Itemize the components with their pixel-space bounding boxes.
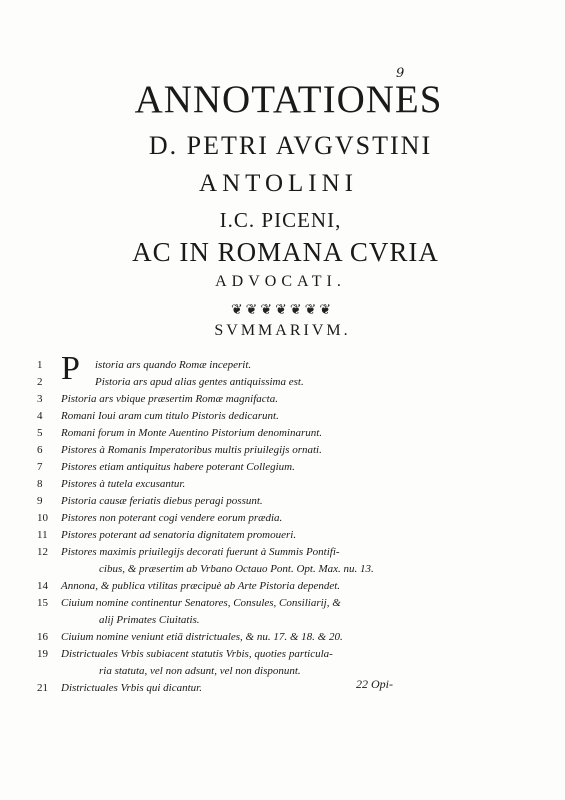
entry-text: Pistores à tutela excusantur.: [61, 478, 186, 490]
summary-entry: [37, 357, 437, 373]
entry-number: 16: [37, 631, 48, 643]
entry-number: 2: [37, 376, 43, 388]
entry-number: 21: [37, 682, 48, 694]
entry-text: istoria ars quando Romæ inceperit.: [95, 359, 252, 371]
entry-text: Pistoria ars apud alias gentes antiquissima est.: [95, 376, 304, 388]
title-author-origin: I.C. PICENI,: [219, 208, 342, 232]
summary-entry: [37, 578, 437, 594]
entry-text: cibus, & præsertim ab Vrbano Octauo Pont. Opt. Max. nu. 13.: [99, 563, 374, 575]
summary-entry: [37, 527, 437, 543]
summary-entry: [37, 425, 437, 441]
summary-entry: [37, 510, 437, 526]
entry-number: 14: [37, 580, 48, 592]
entry-text: Romani Ioui aram cum titulo Pistoris dedicarunt.: [61, 410, 279, 422]
entry-text: Pistores etiam antiquitus habere poterant Collegium.: [61, 461, 295, 473]
entry-text: Pistores à Romanis Imperatoribus multis priuilegijs ornati.: [61, 444, 322, 456]
entry-number: 8: [37, 478, 43, 490]
entry-text: Romani forum in Monte Auentino Pistorium denominarunt.: [61, 427, 323, 439]
entry-text: Pistoria ars vbique præsertim Romæ magnifacta.: [61, 393, 278, 405]
entry-text: Pistoria causæ feriatis diebus peragi possunt.: [61, 495, 263, 507]
entry-text: Districtuales Vrbis subiacent statutis Vrbis, quoties particula-: [61, 648, 333, 660]
summary-entry: [37, 459, 437, 475]
summary-entry: [37, 408, 437, 424]
summary-entry: [37, 646, 437, 662]
entry-text: Pistores poterant ad senatoria dignitatem promoueri.: [61, 529, 297, 541]
entry-number: 11: [37, 529, 48, 541]
entry-text: Pistores non poterant cogi vendere eorum prædia.: [61, 512, 283, 524]
entry-number: 3: [37, 393, 43, 405]
entry-text: Ciuium nomine veniunt etiā districtuales, & nu. 17. & 18. & 20.: [61, 631, 343, 643]
title-annotationes: ANNOTATIONES: [134, 78, 443, 121]
summary-entry: [37, 391, 437, 407]
title-author-name: D. PETRI AVGVSTINI: [148, 131, 433, 160]
entry-number: 1: [37, 359, 43, 371]
catchword: 22 Opi-: [356, 677, 393, 691]
summary-entry: [37, 476, 437, 492]
entry-number: 10: [37, 512, 48, 524]
entry-text: Districtuales Vrbis qui dicantur.: [61, 682, 202, 694]
summary-entry-continuation: [37, 561, 437, 577]
summary-entry: [37, 442, 437, 458]
title-curia: AC IN ROMANA CVRIA: [132, 237, 439, 267]
entry-number: 7: [37, 461, 43, 473]
title-author-surname: ANTOLINI: [199, 170, 358, 197]
entry-number: 19: [37, 648, 48, 660]
entry-text: Pistores maximis priuilegijs decorati fuerunt à Summis Pontifi-: [61, 546, 340, 558]
summary-entry: [37, 493, 437, 509]
summary-heading: SVMMARIVM.: [214, 322, 351, 339]
summary-entry: [37, 544, 437, 560]
entry-number: 15: [37, 597, 48, 609]
summary-entry: [37, 629, 437, 645]
fleuron-ornament-icon: ❦❦❦❦❦❦❦: [230, 302, 335, 318]
entry-text: Annona, & publica vtilitas præcipuè ab Arte Pistoria dependet.: [61, 580, 341, 592]
title-advocati: ADVOCATI.: [215, 273, 346, 290]
entry-number: 5: [37, 427, 43, 439]
entry-text: ria statuta, vel non adsunt, vel non disponunt.: [99, 665, 301, 677]
entry-number: 6: [37, 444, 43, 456]
summary-entry: [37, 595, 437, 611]
entry-text: alij Primates Ciuitatis.: [99, 614, 200, 626]
entry-text: Ciuium nomine continentur Senatores, Consules, Consiliarij, &: [61, 597, 341, 609]
folio-number: 9: [396, 66, 405, 81]
entry-number: 12: [37, 546, 48, 558]
drop-capital: P: [61, 350, 80, 387]
summary-entry: [37, 374, 437, 390]
entry-number: 4: [37, 410, 43, 422]
summary-entry-continuation: [37, 612, 437, 628]
entry-number: 9: [37, 495, 43, 507]
